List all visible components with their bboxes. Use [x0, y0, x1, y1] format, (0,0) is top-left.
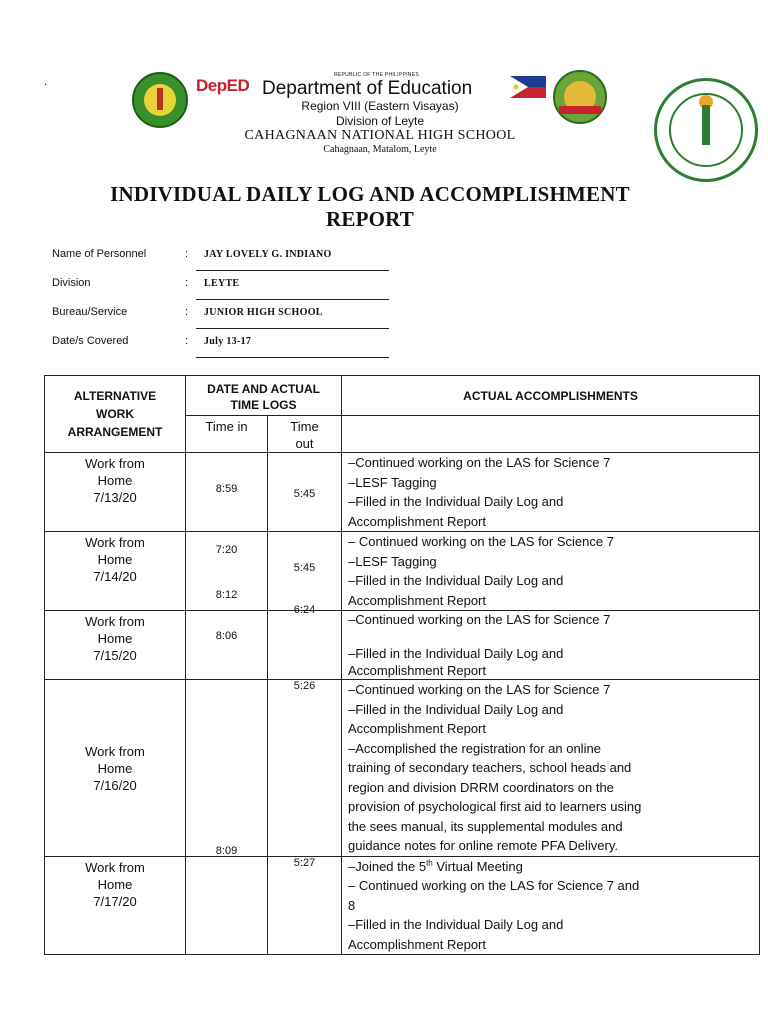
arrangement-cell: Work from Home 7/17/20 — [45, 856, 186, 955]
colon: : — [185, 335, 189, 347]
time-out-cell: 5:45 — [268, 532, 342, 611]
table-row — [45, 453, 760, 532]
dates-value: July 13-17 — [204, 336, 252, 347]
division-value: LEYTE — [204, 278, 240, 289]
colon: : — [185, 277, 189, 289]
arrangement-cell: Work from Home 7/16/20 — [45, 680, 186, 857]
arrangement-cell: Work from Home 7/15/20 — [45, 611, 186, 680]
region-text: Region VIII (Eastern Visayas) — [301, 99, 459, 113]
meeting-line: –Joined the 5th Virtual Meeting — [348, 858, 523, 874]
division-text: Division of Leyte — [335, 114, 425, 128]
table-row — [45, 532, 760, 611]
bureau-value: JUNIOR HIGH SCHOOL — [204, 307, 323, 318]
time-in-cell: 8:59 — [186, 453, 268, 532]
header-time-logs: DATE AND ACTUAL TIME LOGS — [186, 376, 342, 416]
table-row — [45, 856, 760, 955]
bureau-label: Bureau/Service — [52, 306, 128, 318]
underline — [196, 328, 389, 329]
time-in-cell: 8:06 — [186, 680, 268, 857]
accomplishment-cell: –Continued working on the LAS for Science 7 –Filled in the Individual Daily Log and Accomplishment Report — [342, 611, 760, 680]
underline — [196, 357, 389, 358]
time-out-cell: 6:24 — [268, 611, 342, 680]
dates-label: Date/s Covered — [52, 335, 129, 347]
republic-text: REPUBLIC OF THE PHILIPPINES — [334, 72, 419, 78]
department-name: Department of Education — [262, 78, 473, 99]
accomplishment-cell: – Continued working on the LAS for Science 7 –LESF Tagging –Filled in the Individual Daily Log and Accomplishment Report — [342, 532, 760, 611]
header-time-in: Time in — [186, 416, 268, 453]
time-out-cell: 5:26 — [268, 680, 342, 857]
philippine-flag-icon — [510, 76, 546, 98]
division-label: Division — [52, 277, 91, 289]
accomplishment-cell: –Joined the 5th Virtual Meeting – Continued working on the LAS for Science 7 and 8 –Filled in the Individual Daily Log and Accomplishment Report — [342, 856, 760, 955]
underline — [196, 299, 389, 300]
report-title-line1: INDIVIDUAL DAILY LOG AND ACCOMPLISHMENT — [110, 182, 630, 206]
header-arrangement: ALTERNATIVE WORK ARRANGEMENT — [45, 376, 186, 453]
deped-logo-icon: DepED — [196, 76, 250, 95]
header-blank — [342, 416, 760, 453]
arrangement-cell: Work from Home 7/14/20 — [45, 532, 186, 611]
accomplishment-cell: –Continued working on the LAS for Science 7 –Filled in the Individual Daily Log and Accomplishment Report –Accomplished the registration for an online training of secondary teachers, school heads and region and division DRRM coordinators on the provision of psychological first aid to learners using the sees manual, its supplemental modules and guidance notes for online remote PFA Delivery. — [342, 680, 760, 857]
accomplishment-cell: –Continued working on the LAS for Science 7 –LESF Tagging –Filled in the Individual Daily Log and Accomplishment Report — [342, 453, 760, 532]
colon: : — [185, 306, 189, 318]
underline — [196, 270, 389, 271]
colon: : — [185, 248, 189, 260]
report-title — [0, 182, 754, 232]
header-time-out: Time out — [268, 416, 342, 453]
header-accomplishments: ACTUAL ACCOMPLISHMENTS — [342, 376, 760, 416]
time-in-cell: 7:20 — [186, 532, 268, 611]
stray-dot: . — [44, 74, 48, 88]
arrangement-cell: Work from Home 7/13/20 — [45, 453, 186, 532]
accomplishment-table — [44, 375, 760, 955]
time-in-cell: 8:09 — [186, 856, 268, 955]
personnel-label: Name of Personnel — [52, 248, 147, 260]
table-row — [45, 611, 760, 680]
school-name: CAHAGNAAN NATIONAL HIGH SCHOOL — [244, 128, 516, 143]
report-title-line2: REPORT — [326, 207, 414, 231]
time-in-cell: 8:12 — [186, 611, 268, 680]
time-out-cell: 5:45 — [268, 453, 342, 532]
personnel-value: JAY LOVELY G. INDIANO — [204, 249, 332, 260]
table-row — [45, 680, 760, 857]
time-out-cell: 5:27 — [268, 856, 342, 955]
school-address: Cahagnaan, Matalom, Leyte — [323, 144, 437, 155]
